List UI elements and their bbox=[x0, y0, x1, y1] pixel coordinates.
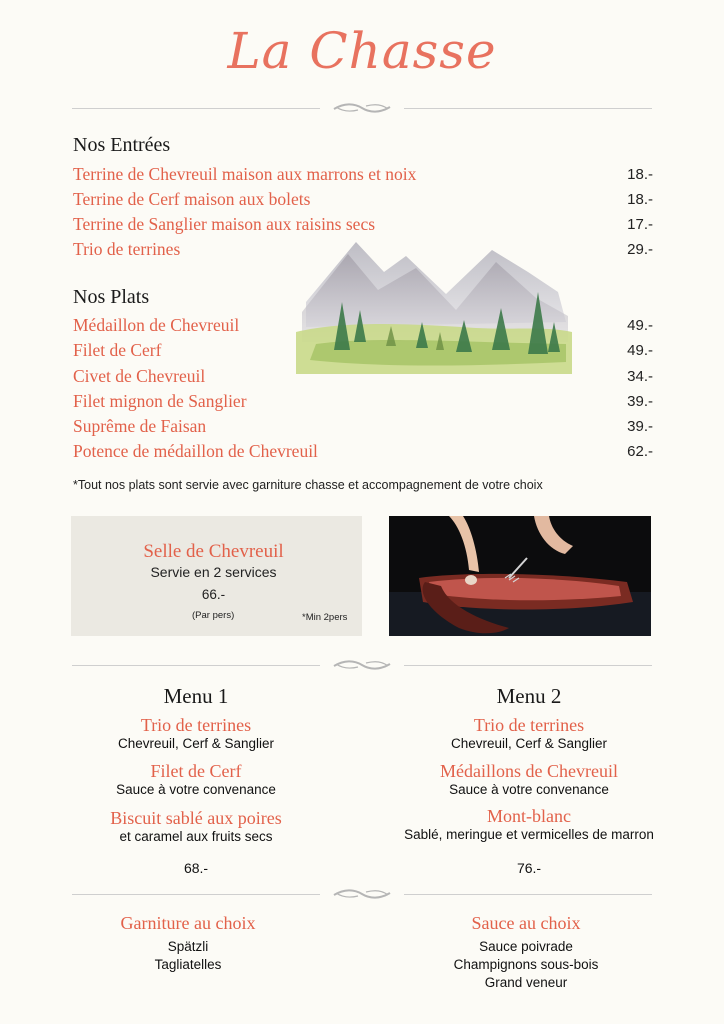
sauce-option: Champignons sous-bois bbox=[453, 957, 599, 972]
item-price: 17.- bbox=[627, 216, 653, 233]
special-dish-price: 66.- bbox=[201, 587, 226, 602]
item-name: Civet de Chevreuil bbox=[73, 366, 206, 386]
plats-note: *Tout nos plats sont servie avec garniture chasse et accompagnement de votre choix bbox=[73, 478, 543, 492]
scroll-ornament-icon bbox=[330, 658, 394, 672]
menu-item bbox=[73, 340, 653, 364]
menu-item bbox=[73, 441, 653, 465]
item-price: 49.- bbox=[627, 317, 653, 334]
menu-1-course-dish: Biscuit sablé aux poires bbox=[110, 808, 282, 828]
item-name: Filet de Cerf bbox=[73, 340, 162, 360]
menu-2-course-dish: Mont-blanc bbox=[487, 806, 571, 826]
menu-item bbox=[73, 164, 653, 188]
menu-2-price: 76.- bbox=[516, 860, 542, 876]
menu-2-course-detail: Sauce à votre convenance bbox=[449, 782, 609, 797]
item-price: 29.- bbox=[627, 241, 653, 258]
item-name: Terrine de Cerf maison aux bolets bbox=[73, 189, 311, 209]
menu-item bbox=[73, 189, 653, 213]
menu-1-course-dish: Filet de Cerf bbox=[150, 761, 242, 781]
menu-2-course-detail: Chevreuil, Cerf & Sanglier bbox=[450, 736, 608, 751]
special-dish-name: Selle de Chevreuil bbox=[143, 541, 284, 562]
special-minimum: *Min 2pers bbox=[302, 612, 348, 623]
item-name: Médaillon de Chevreuil bbox=[73, 315, 240, 335]
sauce-heading: Sauce au choix bbox=[471, 913, 581, 933]
garniture-heading: Garniture au choix bbox=[120, 913, 256, 933]
item-price: 18.- bbox=[627, 191, 653, 208]
menu-1-course-detail: Chevreuil, Cerf & Sanglier bbox=[117, 736, 275, 751]
item-name: Terrine de Chevreuil maison aux marrons et noix bbox=[73, 164, 417, 184]
item-price: 18.- bbox=[627, 166, 653, 183]
item-name: Terrine de Sanglier maison aux raisins secs bbox=[73, 214, 376, 234]
menu-1-price: 68.- bbox=[183, 860, 209, 876]
menu-title: La Chasse bbox=[227, 22, 497, 80]
menu-item bbox=[73, 391, 653, 415]
item-price: 62.- bbox=[627, 443, 653, 460]
menu-2-course-dish: Trio de terrines bbox=[473, 715, 585, 735]
item-name: Trio de terrines bbox=[73, 239, 181, 259]
item-name: Potence de médaillon de Chevreuil bbox=[73, 441, 318, 461]
sauce-option: Sauce poivrade bbox=[479, 939, 573, 954]
special-dish-subtitle: Servie en 2 services bbox=[150, 564, 277, 580]
menu-item bbox=[73, 315, 653, 339]
menu-item bbox=[73, 416, 653, 440]
menu-2-heading: Menu 2 bbox=[496, 684, 562, 708]
menu-2-course-dish: Médaillons de Chevreuil bbox=[440, 761, 618, 781]
item-price: 39.- bbox=[627, 393, 653, 410]
item-name: Suprême de Faisan bbox=[73, 416, 207, 436]
menu-2-course-detail: Sablé, meringue et vermicelles de marron bbox=[404, 827, 654, 842]
scroll-ornament-icon bbox=[330, 101, 394, 115]
special-per-person: (Par pers) bbox=[192, 610, 235, 621]
menu-1-course-detail: et caramel aux fruits secs bbox=[119, 829, 273, 844]
menu-1-course-dish: Trio de terrines bbox=[140, 715, 252, 735]
menu-item bbox=[73, 366, 653, 390]
venison-photo bbox=[389, 516, 651, 636]
menu-1-course-detail: Sauce à votre convenance bbox=[116, 782, 276, 797]
special-dish-box bbox=[71, 516, 362, 636]
garniture-option: Spätzli bbox=[167, 939, 209, 954]
ornament-divider bbox=[72, 101, 652, 115]
ornament-divider bbox=[72, 658, 652, 672]
menu-1-heading: Menu 1 bbox=[163, 684, 229, 708]
item-name: Filet mignon de Sanglier bbox=[73, 391, 247, 411]
garniture-option: Tagliatelles bbox=[154, 957, 222, 972]
item-price: 34.- bbox=[627, 368, 653, 385]
scroll-ornament-icon bbox=[330, 887, 394, 901]
item-price: 39.- bbox=[627, 418, 653, 435]
item-price: 49.- bbox=[627, 342, 653, 359]
ornament-divider bbox=[72, 887, 652, 901]
plats-heading: Nos Plats bbox=[73, 286, 150, 308]
sauce-option: Grand veneur bbox=[484, 975, 568, 990]
entrees-heading: Nos Entrées bbox=[73, 134, 171, 156]
